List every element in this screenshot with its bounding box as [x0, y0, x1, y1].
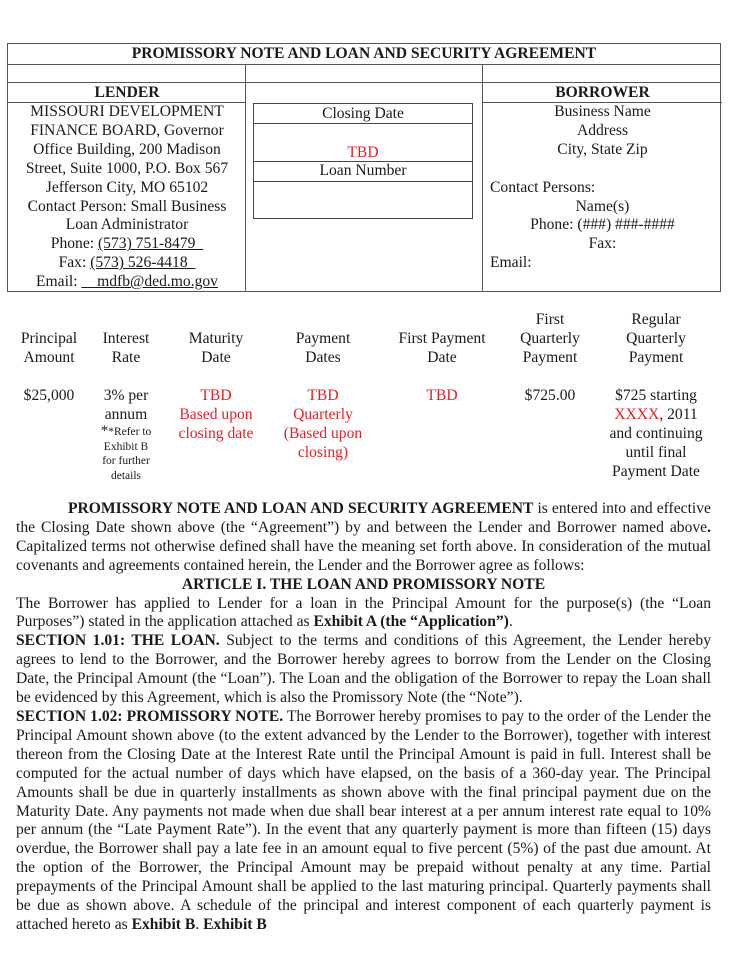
term-value: $25,000 — [23, 387, 75, 404]
term-value: TBD — [426, 387, 458, 404]
article-heading: ARTICLE I. THE LOAN AND PROMISSORY NOTE — [181, 575, 546, 593]
section-heading: SECTION 1.02: PROMISSORY NOTE. — [16, 707, 284, 725]
term-header: Amount — [23, 349, 75, 366]
borrower-fax: Fax: — [588, 235, 617, 253]
term-header: Date — [427, 349, 457, 366]
term-header: Regular — [631, 311, 681, 328]
term-value: TBD — [307, 387, 339, 404]
term-header: Quarterly — [520, 330, 580, 347]
term-header: Payment — [295, 330, 351, 347]
closing-info-box — [253, 103, 473, 219]
divider — [8, 64, 720, 65]
lender-fax-value: (573) 526-4418_ — [90, 254, 196, 272]
article-text: . — [508, 613, 513, 631]
borrower-contact-label: Contact Persons: — [490, 178, 596, 196]
section-text: The Borrower hereby promises to pay to the order of the Lender the Principal Amount shown above (to the extent advanced by the Lender to the Borrower), together with interest thereon from the Closing Date at the Interest Rate until the Principal Amount is paid in full. Interest shall be computed for the actual number of days which have elapsed, on the basis of a 360-day year. The Principal Amounts shall be due in quarterly installments as shown above with the final principal payment due on the Maturity Date. Any payments not made when due shall bear interest at a per annum interest rate equal to 10% per annum (the “Late Payment Rate”). In the event that any quarterly payment is more than fifteen (15) days overdue, the Borrower shall pay a late fee in an amount equal to five percent (5%) of the past due amount. At the option of the Borrower, the Principal Amount may be prepaid without penalty at any time. Partial prepayments of the Principal Amount shall be applied to the last maturing principal. Quarterly payments shall be due as shown above. A schedule of the principal and interest component of each quarterly payment is attached hereto as — [16, 707, 711, 933]
borrower-info — [483, 103, 722, 273]
term-header: First — [535, 311, 565, 328]
loan-number-label: Loan Number — [319, 162, 407, 179]
term-note: details — [110, 469, 142, 482]
term-header: Dates — [305, 349, 341, 366]
term-value: Payment Date — [612, 463, 700, 480]
intro-paragraph — [16, 500, 711, 576]
lender-heading: LENDER — [94, 84, 160, 101]
lender-phone-value: (573) 751-8479_ — [97, 235, 204, 253]
term-principal-amount — [8, 329, 90, 405]
term-note: for further — [102, 455, 150, 467]
term-value: Based upon — [179, 406, 253, 423]
lender-line: Loan Administrator — [65, 216, 189, 234]
borrower-business-name: Business Name — [554, 103, 651, 120]
document-title: PROMISSORY NOTE AND LOAN AND SECURITY AGREEMENT — [131, 45, 597, 62]
borrower-city-state-zip: City, State Zip — [557, 140, 648, 158]
term-value: until final — [625, 444, 687, 461]
section-1-01 — [16, 632, 711, 708]
lender-line: Office Building, 200 Madison — [33, 140, 221, 158]
header-table — [7, 43, 721, 292]
term-value: TBD — [200, 387, 232, 404]
exhibit-b-reference: Exhibit B — [203, 915, 267, 933]
term-note: **Refer to — [100, 423, 152, 439]
term-value: Quarterly — [293, 406, 353, 423]
lender-phone — [8, 235, 246, 254]
lender-fax — [8, 254, 246, 273]
lender-email — [8, 273, 246, 292]
term-payment-dates — [275, 329, 371, 462]
borrower-heading: BORROWER — [555, 84, 650, 101]
lender-email-label: Email: — [36, 273, 82, 291]
placeholder-month: XXXX — [614, 406, 660, 423]
term-value: $725.00 — [524, 387, 576, 404]
spacer — [483, 160, 722, 179]
term-value: closing) — [297, 444, 349, 461]
borrower-names: Name(s) — [575, 197, 630, 215]
intro-text: is entered into and effective the Closing Date shown above (the “Agreement”) by and between the Lender and Borrower named above — [16, 500, 711, 536]
term-value: and continuing — [609, 425, 703, 442]
intro-period: . — [707, 518, 711, 536]
lender-line: FINANCE BOARD, Governor — [30, 121, 224, 139]
term-value: annum — [104, 406, 148, 423]
borrower-address: Address — [576, 121, 629, 139]
term-regular-quarterly-payment — [602, 310, 710, 481]
borrower-email: Email: — [490, 254, 532, 272]
term-value: 3% per — [103, 387, 149, 404]
lender-line: MISSOURI DEVELOPMENT — [30, 103, 224, 120]
closing-date-value: TBD — [347, 144, 379, 161]
lender-fax-label: Fax: — [58, 254, 91, 272]
section-heading: SECTION 1.01: THE LOAN. — [16, 632, 220, 650]
loan-number-value[interactable] — [254, 182, 472, 218]
lender-info — [8, 103, 246, 292]
borrower-phone: Phone: (###) ###-#### — [530, 216, 675, 234]
term-value — [602, 405, 710, 424]
term-value: closing date — [178, 425, 254, 442]
term-header: Payment — [522, 349, 578, 366]
section-text: . — [195, 915, 204, 933]
lender-line: Contact Person: Small Business — [27, 197, 227, 215]
intro-text: Capitalized terms not otherwise defined shall have the meaning set forth above. In consideration of the mutual covenants and agreements contained herein, the Lender and the Borrower agree as follows: — [16, 537, 711, 574]
intro-title: PROMISSORY NOTE AND LOAN AND SECURITY AGREEMENT — [68, 500, 534, 517]
divider — [254, 123, 472, 124]
lender-line: Street, Suite 1000, P.O. Box 567 — [25, 159, 229, 177]
term-header: Rate — [111, 349, 141, 366]
article-text: The Borrower has applied to Lender for a loan in the Principal Amount for the purpose(s) (the “Loan Purposes”) stated in the application attached as — [16, 594, 711, 631]
term-value-year: , 2011 — [659, 406, 698, 423]
lender-phone-label: Phone: — [50, 235, 98, 253]
lender-line: Jefferson City, MO 65102 — [45, 178, 209, 196]
term-header: Interest — [102, 330, 150, 347]
term-header: Date — [201, 349, 231, 366]
term-value: $725 starting — [615, 387, 697, 404]
term-note: Exhibit B — [103, 440, 149, 453]
section-1-02 — [16, 708, 711, 935]
exhibit-a-reference: Exhibit A (the “Application”) — [313, 613, 509, 631]
term-header: Maturity — [188, 330, 244, 347]
term-first-payment-date — [390, 329, 494, 405]
lender-email-value[interactable]: __mdfb@ded.mo.gov — [81, 273, 218, 291]
section-text: Subject to the terms and conditions of this Agreement, the Lender hereby agrees to lend to the Borrower, and the Borrower hereby agrees to borrow from the Lender on the Closing Date, the Principal Amount (the “Loan”). The Loan and the obligation of the Borrower to repay the Loan shall be evidenced by this Agreement, which is also the Promissory Note (the “Note”). — [16, 632, 711, 707]
note-line: *Refer to — [108, 426, 152, 438]
term-header: First Payment — [398, 330, 486, 347]
term-first-quarterly-payment — [510, 310, 590, 405]
closing-date-label: Closing Date — [322, 105, 404, 122]
term-header: Payment — [628, 349, 684, 366]
term-header: Principal — [20, 330, 78, 347]
agreement-body — [16, 500, 711, 935]
term-header: Quarterly — [626, 330, 686, 347]
term-maturity-date — [170, 329, 262, 443]
exhibit-b-reference: Exhibit B — [131, 915, 196, 933]
article-paragraph — [16, 595, 711, 633]
term-value: (Based upon — [283, 425, 363, 442]
term-interest-rate — [92, 329, 160, 483]
